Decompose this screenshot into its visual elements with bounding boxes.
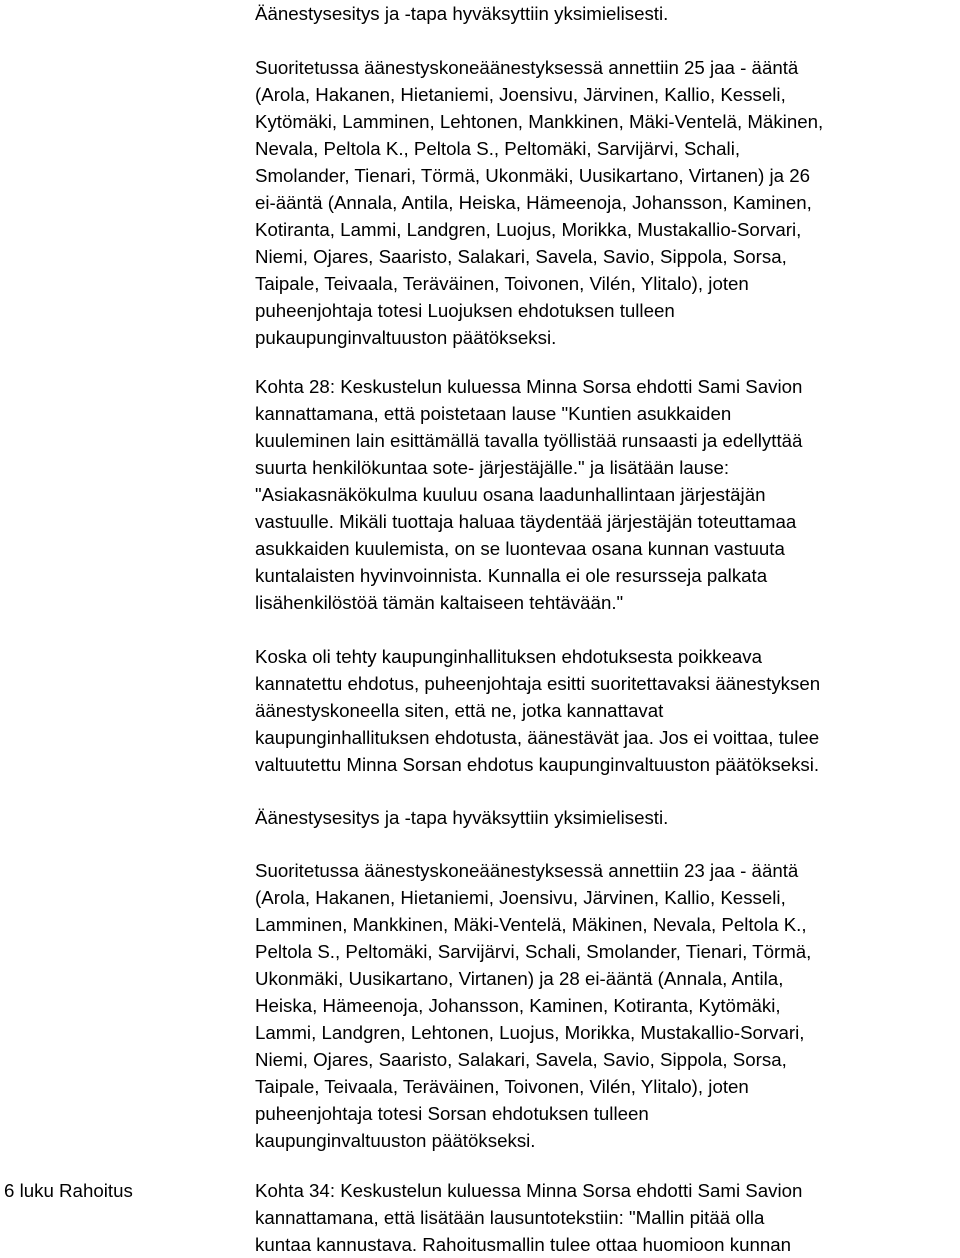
text-line: valtuutettu Minna Sorsan ehdotus kaupunginvaltuuston päätökseksi. [255,754,820,775]
text-line: Kohta 34: Keskustelun kuluessa Minna Sorsa ehdotti Sami Savion [255,1180,803,1201]
text-line: asukkaiden kuulemista, on se luontevaa osana kunnan vastuuta [255,538,785,559]
text-line: pukaupunginvaltuuston päätökseksi. [255,327,557,348]
paragraph-vote-proposal [255,643,955,778]
text-line: (Arola, Hakanen, Hietaniemi, Joensivu, Järvinen, Kallio, Kesseli, [255,84,786,105]
text-line: (Arola, Hakanen, Hietaniemi, Joensivu, Järvinen, Kallio, Kesseli, [255,887,786,908]
text-line: kaupunginvaltuuston päätökseksi. [255,1130,536,1151]
text-line: puheenjohtaja totesi Luojuksen ehdotuksen tulleen [255,300,675,321]
text-line: äänestyskoneella siten, että ne, jotka kannattavat [255,700,664,721]
text-line: "Asiakasnäkökulma kuuluu osana laadunhallintaan järjestäjän [255,484,766,505]
text-line: kannattamana, että lisätään lausuntotekstiin: "Mallin pitää olla [255,1207,765,1228]
paragraph-vote-result-1 [255,54,955,351]
text-line: Taipale, Teivaala, Teräväinen, Toivonen, Vilén, Ylitalo), joten [255,273,749,294]
text-line: suurta henkilökuntaa sote- järjestäjälle." ja lisätään lause: [255,457,730,478]
text-line: kannattamana, että poistetaan lause "Kuntien asukkaiden [255,403,732,424]
text-line: Suoritetussa äänestyskoneäänestyksessä annettiin 25 jaa - ääntä [255,57,799,78]
text-line: Smolander, Tienari, Törmä, Ukonmäki, Uusikartano, Virtanen) ja 26 [255,165,811,186]
text-line: Niemi, Ojares, Saaristo, Salakari, Savela, Savio, Sippola, Sorsa, [255,246,787,267]
text-line: Heiska, Hämeenoja, Johansson, Kaminen, Kotiranta, Kytömäki, [255,995,781,1016]
text-line: ei-ääntä (Annala, Antila, Heiska, Hämeenoja, Johansson, Kaminen, [255,192,812,213]
paragraph-kohta-34 [255,1177,955,1258]
text-line: Niemi, Ojares, Saaristo, Salakari, Savela, Savio, Sippola, Sorsa, [255,1049,787,1070]
text-line: vastuulle. Mikäli tuottaja haluaa täydentää järjestäjän toteuttamaa [255,511,797,532]
text-line: Taipale, Teivaala, Teräväinen, Toivonen, Vilén, Ylitalo), joten [255,1076,749,1097]
text-line: Peltola S., Peltomäki, Sarvijärvi, Schali, Smolander, Tienari, Törmä, [255,941,812,962]
text-line: Lammi, Landgren, Lehtonen, Luojus, Morikka, Mustakallio-Sorvari, [255,1022,805,1043]
text-line: kaupunginhallituksen ehdotusta, äänestävät jaa. Jos ei voittaa, tulee [255,727,820,748]
text-line: Äänestysesitys ja -tapa hyväksyttiin yksimielisesti. [255,3,669,24]
section-heading-rahoitus: 6 luku Rahoitus [4,1180,133,1201]
text-line: Ukonmäki, Uusikartano, Virtanen) ja 28 ei-ääntä (Annala, Antila, [255,968,784,989]
text-line: kuuleminen lain esittämällä tavalla työllistää runsaasti ja edellyttää [255,430,803,451]
text-line: Kohta 28: Keskustelun kuluessa Minna Sorsa ehdotti Sami Savion [255,376,803,397]
paragraph-vote-approval-2 [255,804,955,831]
text-line: Kytömäki, Lamminen, Lehtonen, Mankkinen, Mäki-Ventelä, Mäkinen, [255,111,824,132]
text-line: Kotiranta, Lammi, Landgren, Luojus, Morikka, Mustakallio-Sorvari, [255,219,802,240]
text-line: lisähenkilöstöä tämän kaltaiseen tehtävään." [255,592,624,613]
text-line: Nevala, Peltola K., Peltola S., Peltomäki, Sarvijärvi, Schali, [255,138,741,159]
text-line: Suoritetussa äänestyskoneäänestyksessä annettiin 23 jaa - ääntä [255,860,799,881]
text-line: kannatettu ehdotus, puheenjohtaja esitti suoritettavaksi äänestyksen [255,673,821,694]
paragraph-vote-result-2 [255,857,955,1154]
text-line: Koska oli tehty kaupunginhallituksen ehdotuksesta poikkeava [255,646,762,667]
text-line: Lamminen, Mankkinen, Mäki-Ventelä, Mäkinen, Nevala, Peltola K., [255,914,807,935]
paragraph-vote-approval-1 [255,0,955,27]
paragraph-kohta-28 [255,373,955,616]
text-line: puheenjohtaja totesi Sorsan ehdotuksen tulleen [255,1103,649,1124]
text-line: kuntaa kannustava. Rahoitusmallin tulee ottaa huomioon kunnan [255,1234,792,1255]
text-line: kuntalaisten hyvinvoinnista. Kunnalla ei ole resursseja palkata [255,565,768,586]
text-line: Äänestysesitys ja -tapa hyväksyttiin yksimielisesti. [255,807,669,828]
